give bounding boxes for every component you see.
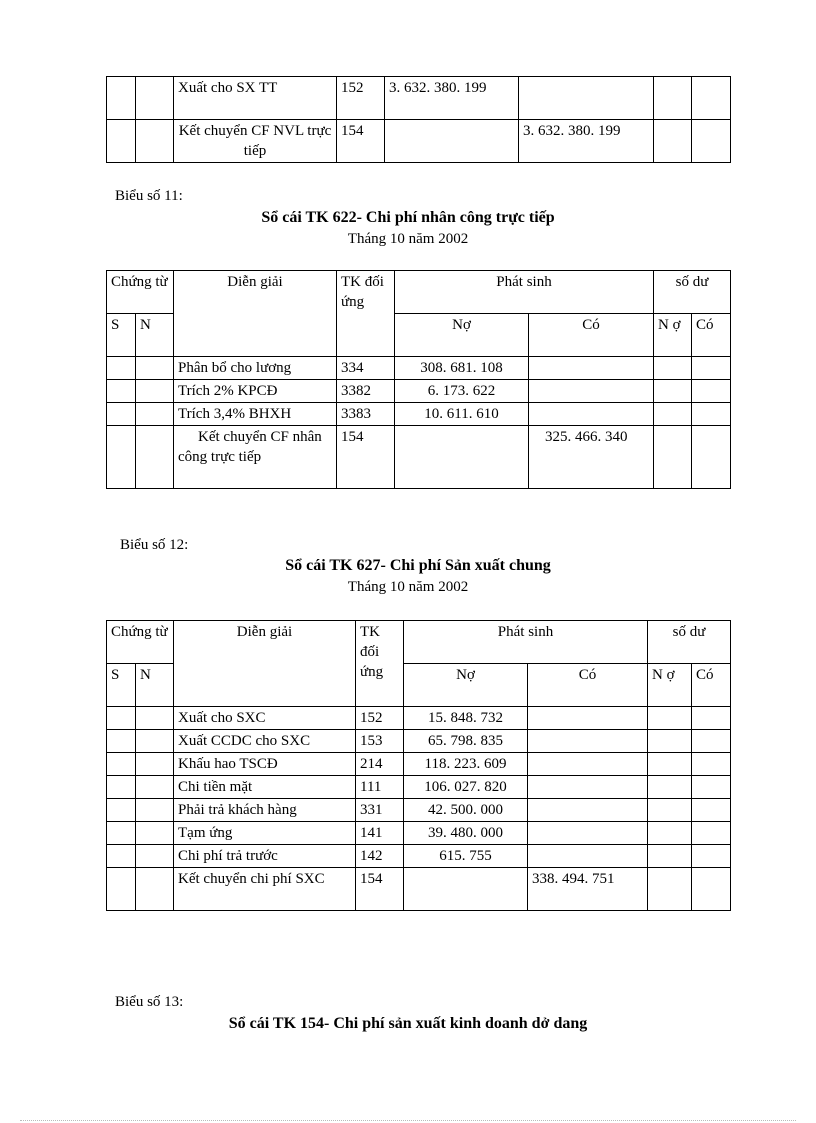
cell-no: 6. 173. 622 [395, 380, 529, 403]
ledger-table-622 [106, 270, 731, 489]
cell-s [107, 120, 136, 163]
table-row [107, 730, 731, 753]
cell-desc: Phải trả khách hàng [174, 799, 356, 822]
header-du-no: N ợ [648, 664, 692, 707]
table-row [107, 403, 731, 426]
header-phat-sinh: Phát sinh [395, 271, 654, 314]
header-dien-giai: Diễn giải [174, 621, 356, 707]
cell-co [528, 799, 648, 822]
cell-desc: Kết chuyển CF nhân công trực tiếp [174, 426, 337, 489]
cell-tk: 154 [337, 120, 385, 163]
header-co: Có [528, 664, 648, 707]
cell-tk: 334 [337, 357, 395, 380]
cell-desc: Trích 2% KPCĐ [174, 380, 337, 403]
header-s: S [107, 664, 136, 707]
table-row [107, 845, 731, 868]
cell-tk: 214 [356, 753, 404, 776]
header-du-co: Có [692, 314, 731, 357]
cell-tk: 152 [356, 707, 404, 730]
cell-tk: 3382 [337, 380, 395, 403]
ledger-table-627 [106, 620, 731, 911]
header-du-no: N ợ [654, 314, 692, 357]
section-title: Sổ cái TK 622- Chi phí nhân công trực tiếp [261, 209, 555, 226]
table-row [107, 753, 731, 776]
header-so-du: số dư [654, 271, 731, 314]
table-row [107, 380, 731, 403]
table-row [107, 776, 731, 799]
cell-no: 106. 027. 820 [404, 776, 528, 799]
cell-desc: Kết chuyển chi phí SXC [174, 868, 356, 911]
cell-tk: 331 [356, 799, 404, 822]
cell-no: 308. 681. 108 [395, 357, 529, 380]
section-label: Biểu số 12: [120, 537, 189, 553]
cell-no: 615. 755 [404, 845, 528, 868]
cell-no [385, 120, 519, 163]
cell-no: 39. 480. 000 [404, 822, 528, 845]
section-subtitle: Tháng 10 năm 2002 [347, 579, 469, 595]
cell-tk: 152 [337, 77, 385, 120]
cell-desc: Khấu hao TSCĐ [174, 753, 356, 776]
header-chung-tu: Chứng từ [107, 621, 174, 664]
cell-no: 10. 611. 610 [395, 403, 529, 426]
header-row [107, 271, 731, 314]
cell-co [529, 357, 654, 380]
cell-no: 3. 632. 380. 199 [385, 77, 519, 120]
header-chung-tu: Chứng từ [107, 271, 174, 314]
header-tk: TK đối ứng [356, 621, 404, 707]
cell-co [529, 403, 654, 426]
table-row [107, 868, 731, 911]
header-tk: TK đối ứng [337, 271, 395, 357]
cell-du-no [654, 77, 692, 120]
section-label: Biểu số 11: [115, 188, 183, 204]
header-so-du: số dư [648, 621, 731, 664]
cell-tk: 154 [356, 868, 404, 911]
cell-desc: Xuất CCDC cho SXC [174, 730, 356, 753]
section-title: Sổ cái TK 154- Chi phí sản xuất kinh doanh dở dang [228, 1015, 588, 1032]
header-no: Nợ [404, 664, 528, 707]
table-row [107, 822, 731, 845]
cell-du-no [654, 120, 692, 163]
header-dien-giai: Diễn giải [174, 271, 337, 357]
cell-co [528, 776, 648, 799]
table-row [107, 357, 731, 380]
cell-desc: Tạm ứng [174, 822, 356, 845]
cell-co [528, 845, 648, 868]
cell-tk: 3383 [337, 403, 395, 426]
table-row [107, 120, 731, 163]
cell-no [404, 868, 528, 911]
cell-n [136, 77, 174, 120]
cell-no [395, 426, 529, 489]
header-du-co: Có [692, 664, 731, 707]
cell-co: 338. 494. 751 [528, 868, 648, 911]
cell-desc: Chi phí trả trước [174, 845, 356, 868]
header-co: Có [529, 314, 654, 357]
section-label: Biểu số 13: [115, 994, 184, 1010]
header-n: N [136, 314, 174, 357]
cell-co: 3. 632. 380. 199 [519, 120, 654, 163]
cell-co [529, 380, 654, 403]
cell-n [136, 120, 174, 163]
cell-desc: Xuất cho SXC [174, 707, 356, 730]
page-edge [20, 1120, 796, 1121]
cell-no: 65. 798. 835 [404, 730, 528, 753]
cell-desc: Kết chuyển CF NVL trực tiếp [174, 120, 337, 163]
cell-tk: 153 [356, 730, 404, 753]
cell-co [519, 77, 654, 120]
cell-desc: Trích 3,4% BHXH [174, 403, 337, 426]
header-n: N [136, 664, 174, 707]
cell-desc: Chi tiền mặt [174, 776, 356, 799]
header-row [107, 621, 731, 664]
cell-no: 15. 848. 732 [404, 707, 528, 730]
cell-tk: 154 [337, 426, 395, 489]
cell-co [528, 822, 648, 845]
cell-desc: Xuất cho SX TT [174, 77, 337, 120]
cell-no: 118. 223. 609 [404, 753, 528, 776]
section-subtitle: Tháng 10 năm 2002 [347, 231, 469, 247]
cell-co [528, 730, 648, 753]
section-title: Sổ cái TK 627- Chi phí Sản xuất chung [285, 557, 551, 574]
table-row [107, 707, 731, 730]
cell-co: 325. 466. 340 [529, 426, 654, 489]
table-row [107, 799, 731, 822]
cell-du-co [692, 120, 731, 163]
header-phat-sinh: Phát sinh [404, 621, 648, 664]
table-row [107, 426, 731, 489]
header-no: Nợ [395, 314, 529, 357]
cell-du-co [692, 77, 731, 120]
top-ledger-table [106, 76, 731, 163]
cell-s [107, 77, 136, 120]
cell-co [528, 707, 648, 730]
cell-tk: 142 [356, 845, 404, 868]
cell-desc: Phân bổ cho lương [174, 357, 337, 380]
cell-tk: 141 [356, 822, 404, 845]
header-s: S [107, 314, 136, 357]
cell-no: 42. 500. 000 [404, 799, 528, 822]
cell-tk: 111 [356, 776, 404, 799]
cell-co [528, 753, 648, 776]
table-row [107, 77, 731, 120]
